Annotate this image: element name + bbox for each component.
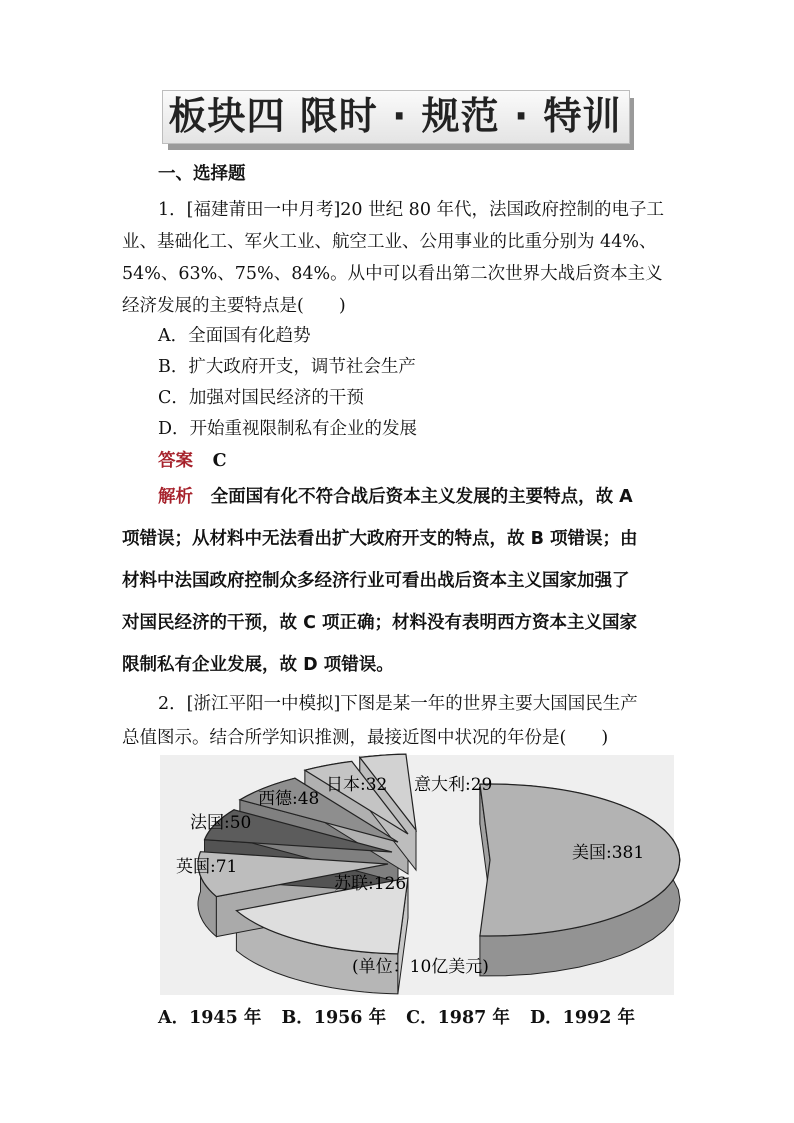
- section-heading: 一、选择题: [158, 164, 246, 184]
- q2-option-a: A．1945 年: [158, 1008, 262, 1028]
- q1-explanation-line-2: 项错误；从材料中无法看出扩大政府开支的特点，故 B 项错误；由: [122, 529, 638, 549]
- slice-label-italy: 意大利:29: [414, 775, 493, 795]
- q1-stem-line-4: 经济发展的主要特点是( ): [122, 296, 346, 316]
- q1-option-a: A．全面国有化趋势: [158, 326, 311, 346]
- q2-stem-line-2: 总值图示。结合所学知识推测，最接近图中状况的年份是( ): [122, 728, 609, 748]
- q1-explanation-line-5: 限制私有企业发展，故 D 项错误。: [122, 655, 394, 675]
- q2-option-c: C．1987 年: [406, 1008, 510, 1028]
- chart-unit-label: (单位：10亿美元): [352, 957, 489, 977]
- q1-option-d: D．开始重视限制私有企业的发展: [158, 419, 418, 439]
- q2-option-d: D．1992 年: [530, 1008, 635, 1028]
- q1-stem-line-1: 1．[福建莆田一中月考]20 世纪 80 年代，法国政府控制的电子工: [158, 200, 665, 220]
- q1-explanation-line-4: 对国民经济的干预，故 C 项正确；材料没有表明西方资本主义国家: [122, 613, 638, 633]
- explanation-label: 解析: [158, 487, 193, 507]
- explanation-text-1: 全面国有化不符合战后资本主义发展的主要特点，故 A: [210, 487, 633, 507]
- q2-stem-line-1: 2．[浙江平阳一中模拟]下图是某一年的世界主要大国国民生产: [158, 694, 638, 714]
- answer-value: C: [212, 451, 227, 471]
- q2-option-b: B．1956 年: [281, 1008, 387, 1028]
- slice-label-france: 法国:50: [190, 813, 252, 833]
- q1-stem-line-2: 业、基础化工、军火工业、航空工业、公用事业的比重分别为 44%、: [122, 232, 657, 252]
- slice-label-west-germany: 西德:48: [258, 789, 320, 809]
- slice-label-ussr: 苏联:126: [334, 874, 407, 894]
- slice-label-uk: 英国:71: [176, 857, 238, 877]
- q1-option-b: B．扩大政府开支，调节社会生产: [158, 357, 416, 377]
- slice-label-usa: 美国:381: [572, 843, 645, 863]
- q1-option-c: C．加强对国民经济的干预: [158, 388, 364, 408]
- page-title: 板块四 限时 · 规范 · 特训: [168, 94, 622, 138]
- answer-label: 答案: [158, 451, 193, 471]
- q1-explanation-line-3: 材料中法国政府控制众多经济行业可看出战后资本主义国家加强了: [122, 571, 630, 591]
- slice-label-japan: 日本:32: [326, 775, 388, 795]
- q1-stem-line-3: 54%、63%、75%、84%。从中可以看出第二次世界大战后资本主义: [122, 264, 663, 284]
- q2-options-row: [158, 1004, 635, 1029]
